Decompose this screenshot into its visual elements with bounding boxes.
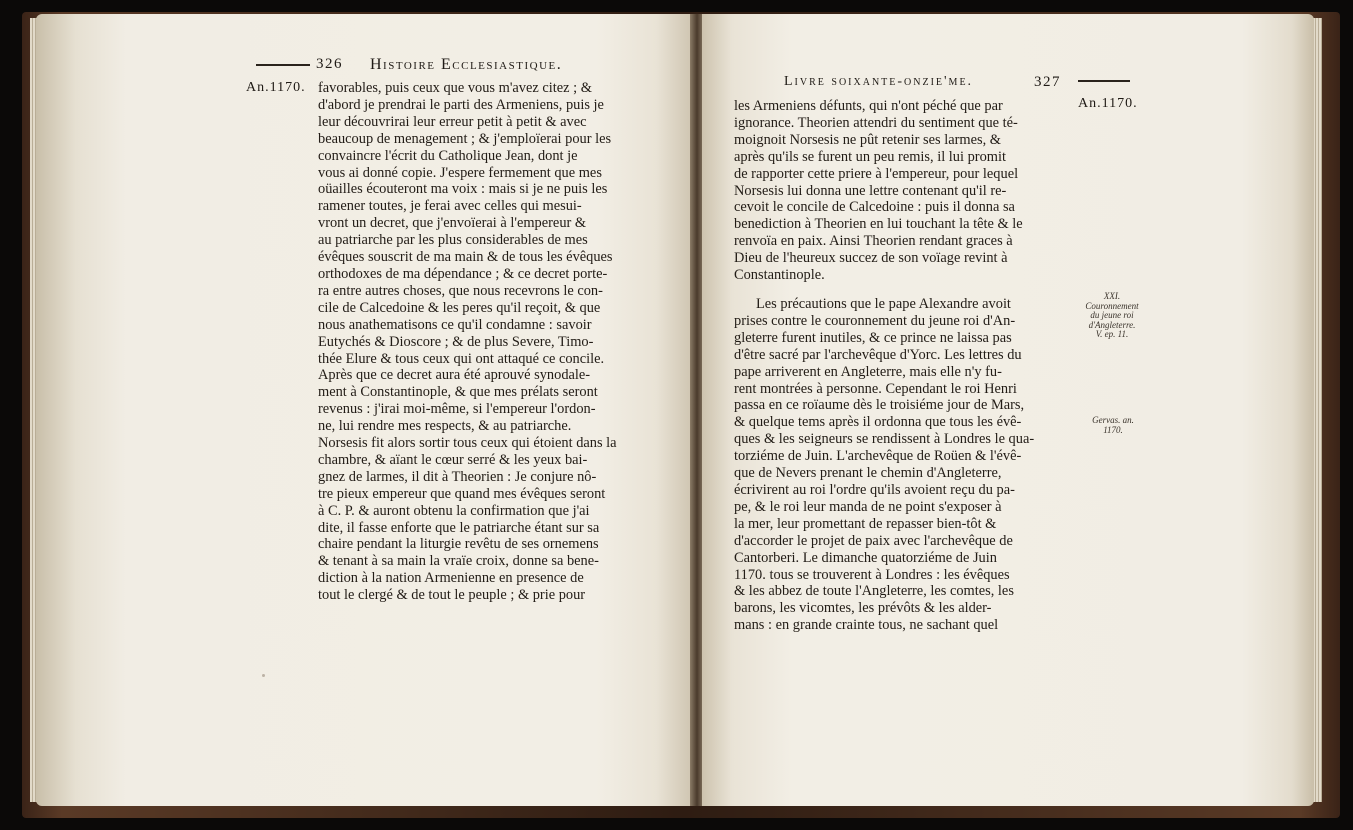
- margin-note-line: du jeune roi: [1090, 310, 1134, 320]
- margin-note-line: d'Angleterre.: [1088, 319, 1136, 330]
- right-page: [702, 14, 1314, 806]
- header-rule: [256, 64, 310, 66]
- text-line: torziéme de Juin. L'archevêque de Roüen & l'évê-: [734, 448, 1022, 465]
- text-line: ra entre autres choses, que nous recevrons le con-: [318, 282, 603, 299]
- text-line: d'abord je prendrai le parti des Armeniens, puis je: [318, 96, 604, 113]
- text-line: ne, lui rendre mes respects, & au patriarche.: [318, 418, 572, 435]
- text-line: vront un decret, que j'envoïerai à l'empereur &: [318, 215, 587, 232]
- page-number: 327: [1034, 74, 1061, 90]
- text-line: les Armeniens défunts, qui n'ont péché que par: [734, 98, 1003, 114]
- text-line: beaucoup de menagement ; & j'emploïerai pour les: [318, 130, 612, 147]
- text-line: ramener toutes, je ferai avec celles qui mesui-: [318, 198, 582, 215]
- left-page-text: [318, 80, 650, 604]
- text-line: tre pieux empereur que quand mes évêques seront: [318, 485, 606, 502]
- right-page-text-after: [734, 296, 1074, 634]
- text-line: nous anathematisons ce qu'il condamne : savoir: [318, 316, 592, 333]
- text-line: gleterre furent inutiles, & ce prince ne laissa pas: [734, 329, 1012, 346]
- text-line: ment à Constantinople, & que mes prélats seront: [318, 384, 598, 401]
- text-line: prises contre le couronnement du jeune roi d'An-: [734, 312, 1016, 329]
- margin-note-line: Couronnement: [1085, 300, 1139, 311]
- text-line: pe, & le roi leur manda de ne point s'exposer à: [734, 498, 1002, 515]
- text-line: Norsesis fit alors sortir tous ceux qui étoient dans la: [318, 435, 617, 452]
- text-line: renvoïa en paix. Ainsi Theorien rendant graces à: [734, 233, 1013, 250]
- text-line: oüailles écouteront ma voix : mais si je ne puis les: [318, 181, 608, 198]
- text-line: benediction à Theorien en lui touchant la tête & le: [734, 216, 1023, 233]
- text-line: gnez de larmes, il dit à Theorien : Je conjure nô-: [318, 468, 597, 485]
- text-line: après qu'ils se furent un peu remis, il lui promit: [734, 148, 1006, 165]
- text-line: convaincre l'écrit du Catholique Jean, dont je: [318, 147, 578, 164]
- running-head: Livre soixante-onzie'me.: [784, 74, 974, 89]
- text-line: évêques souscrit de ma main & de tous les évêques: [318, 249, 613, 266]
- margin-note-line: Gervas. an.: [1092, 415, 1134, 425]
- text-line: favorables, puis ceux que vous m'avez citez ; &: [318, 80, 592, 96]
- text-line: & quelque tems après il ordonna que tous les évê-: [734, 414, 1022, 431]
- paper-spot: [262, 674, 265, 677]
- text-line: à C. P. & auront obtenu la confirmation que j'ai: [318, 502, 590, 519]
- text-line: dite, il fasse enforte que le patriarche étant sur sa: [318, 519, 600, 536]
- margin-note-line: 1170.: [1103, 424, 1123, 435]
- margin-note-line: V. ep. 11.: [1095, 329, 1129, 339]
- text-line: pape arriverent en Angleterre, mais elle n'y fu-: [734, 363, 1002, 380]
- text-line: Après que ce decret aura été aprouvé synodale-: [318, 367, 591, 384]
- text-line: Norsesis lui donna une lettre contenant qu'il re-: [734, 182, 1007, 199]
- text-line: mans : en grande crainte tous, ne sachant quel: [734, 617, 999, 634]
- text-line: diction à la nation Armenienne en presence de: [318, 570, 584, 587]
- text-line: ques & les seigneurs se rendissent à Londres le qua-: [734, 431, 1035, 448]
- text-line: Les précautions que le pape Alexandre avoit: [756, 296, 1011, 312]
- margin-note-line: XXI.: [1103, 291, 1121, 301]
- text-line: Cantorberi. Le dimanche quatorziéme de Juin: [734, 549, 997, 566]
- text-line: orthodoxes de ma dépendance ; & ce decret porte-: [318, 265, 608, 282]
- text-line: & tenant à sa main la vraïe croix, donne sa bene-: [318, 553, 599, 570]
- text-line: cile de Calcedoine & les peres qu'il reçoit, & que: [318, 299, 601, 316]
- text-line: passa en ce roïaume dès le troisiéme jour de Mars,: [734, 397, 1025, 414]
- text-line: de rapporter cette priere à l'empereur, pour lequel: [734, 165, 1019, 182]
- text-line: vous ai donné copie. J'espere fermement que mes: [318, 164, 602, 181]
- text-line: chaire pendant la liturgie revêtu de ses ornemens: [318, 536, 599, 553]
- text-line: Dieu de l'heureux succez de son voïage revint à: [734, 250, 1008, 267]
- running-head: Histoire Ecclesiastique.: [370, 56, 563, 73]
- text-line: cevoit le concile de Calcedoine : puis il donna sa: [734, 199, 1015, 216]
- text-line: rent montrées à personne. Cependant le roi Henri: [734, 380, 1017, 397]
- page-number: 326: [316, 56, 343, 72]
- text-line: 1170. tous se trouverent à Londres : les évêques: [734, 566, 1010, 583]
- text-line: thée Elure & tous ceux qui ont attaqué ce concile.: [318, 350, 605, 367]
- right-page-text-before: [734, 98, 1074, 284]
- text-line: tout le clergé & de tout le peuple ; & prie pour: [318, 587, 586, 604]
- margin-note-coronation: [1076, 292, 1148, 340]
- text-line: d'être sacré par l'archevêque d'Yorc. Les lettres du: [734, 346, 1022, 363]
- text-line: ignorance. Theorien attendri du sentiment que té-: [734, 114, 1018, 131]
- margin-note-gervas: [1078, 416, 1148, 435]
- text-line: leur découvrirai leur erreur petit à petit & avec: [318, 113, 587, 130]
- text-line: écrivirent au roi l'ordre qu'ils avoient reçu du pa-: [734, 481, 1015, 498]
- text-line: chambre, & aïant le cœur serré & les yeux bai-: [318, 451, 588, 468]
- text-line: la mer, leur promettant de repasser bien-tôt &: [734, 515, 997, 532]
- text-line: d'accorder le projet de paix avec l'archevêque de: [734, 532, 1013, 549]
- text-line: Eutychés & Dioscore ; & de plus Severe, Timo-: [318, 333, 594, 350]
- text-line: & les abbez de toute l'Angleterre, les comtes, les: [734, 583, 1014, 600]
- text-line: au patriarche par les plus considerables de mes: [318, 232, 588, 249]
- text-line: barons, les vicomtes, les prévôts & les alder-: [734, 600, 992, 617]
- left-page: [36, 14, 692, 806]
- year-label: An.1170.: [246, 80, 306, 95]
- year-label: An.1170.: [1078, 96, 1138, 111]
- text-line: revenus : j'irai moi-même, si l'empereur l'ordon-: [318, 401, 596, 418]
- header-rule: [1078, 80, 1130, 82]
- text-line: Constantinople.: [734, 267, 825, 284]
- text-line: que de Nevers prenant le chemin d'Angleterre,: [734, 465, 1002, 482]
- text-line: moignoit Norsesis ne pût retenir ses larmes, &: [734, 131, 1001, 148]
